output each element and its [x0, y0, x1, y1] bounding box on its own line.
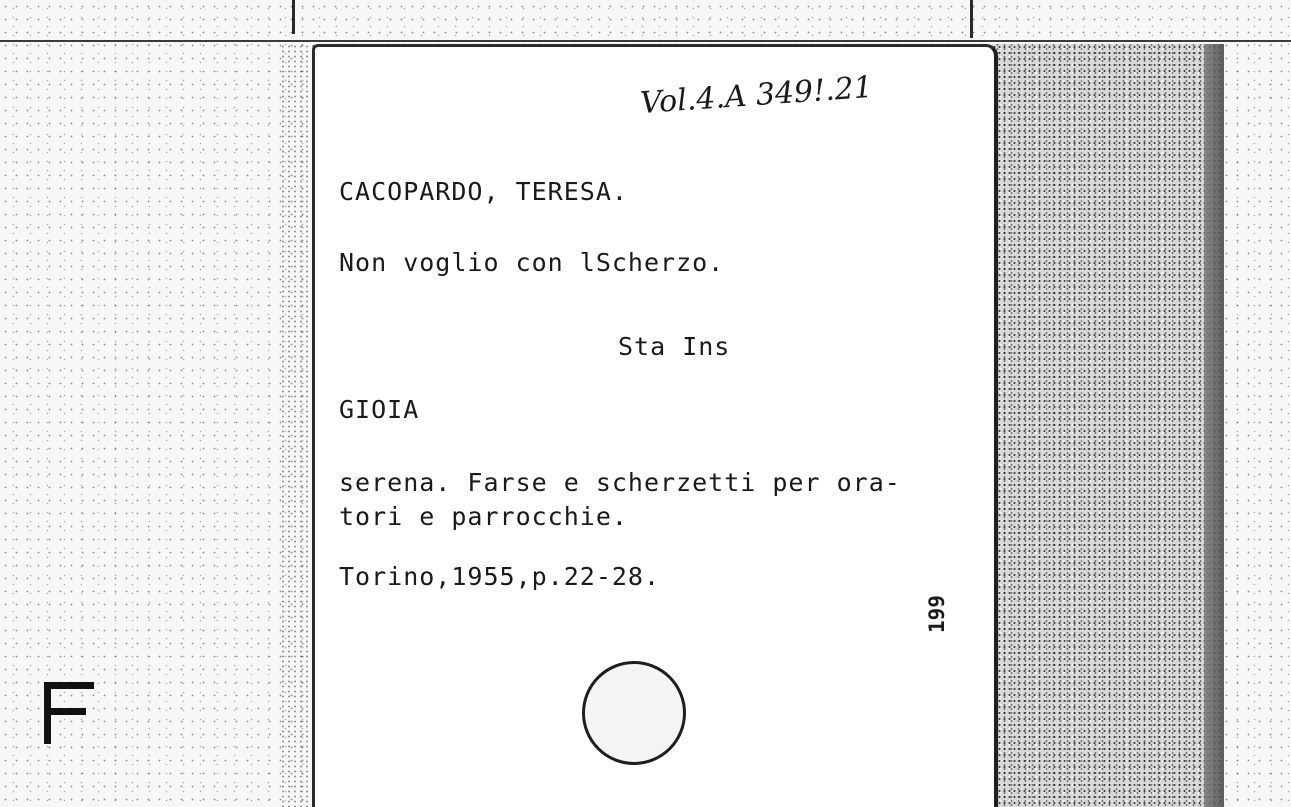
previous-card-edge [0, 0, 1291, 42]
card-left-shadow [280, 44, 316, 807]
card-number: 199 [925, 595, 949, 633]
card-right-shadow [992, 44, 1224, 807]
f-middle-arm [44, 708, 86, 715]
f-top-arm [44, 682, 94, 689]
edge-line-right [970, 0, 973, 38]
work-title: Non voglio con lScherzo. [339, 248, 725, 277]
description-line-2: tori e parrocchie. [339, 502, 628, 531]
section-code: Sta Ins [618, 332, 731, 361]
drawer-letter-f [44, 682, 98, 744]
edge-line-left [292, 0, 295, 34]
series-title: GIOIA [339, 395, 420, 424]
punch-hole [582, 661, 686, 765]
description-line-1: serena. Farse e scherzetti per ora- [339, 468, 901, 497]
next-card-edge [1204, 44, 1224, 807]
author-heading: CACOPARDO, TERESA. [339, 177, 628, 206]
handwritten-shelfmark: Vol.4.A 349!.21 [639, 69, 874, 122]
imprint-line: Torino,1955,p.22-28. [339, 562, 661, 591]
